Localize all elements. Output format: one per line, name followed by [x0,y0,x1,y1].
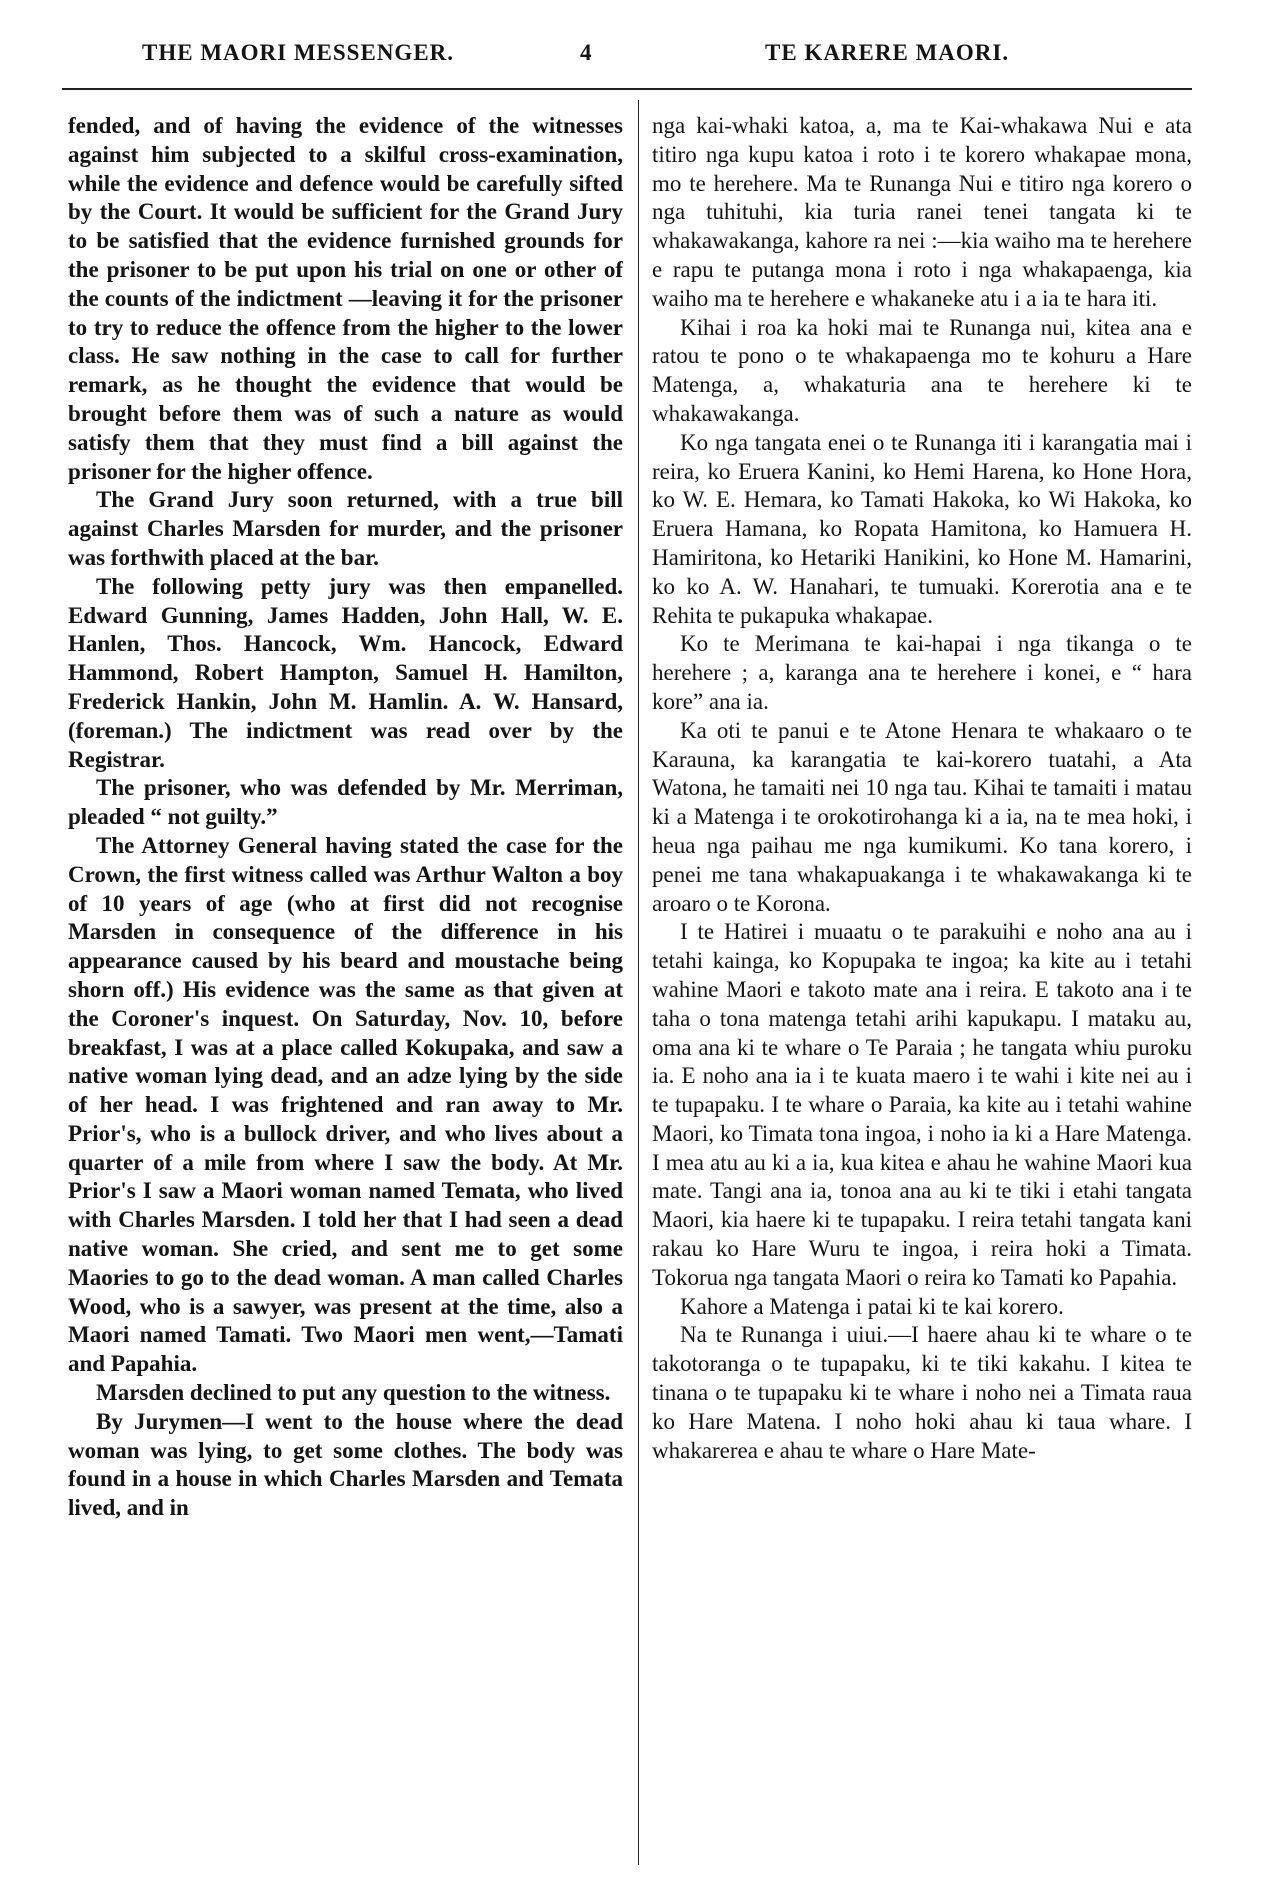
english-paragraph: The Attorney General having stated the case for the Crown, the first witness called was Arthur Walton a boy of 10 years of age (who at first did not recognise Marsden in consequence of the difference in his appearance caused by his beard and moustache being shorn off.) His evidence was the same as that given at the Coroner's inquest. On Saturday, Nov. 10, before breakfast, I was at a place called Kokupaka, and saw a native woman lying dead, and an adze lying by the side of her head. I was frightened and ran away to Mr. Prior's, who is a bullock driver, and who lives about a quarter of a mile from where I saw the body. At Mr. Prior's I saw a Maori woman named Temata, who lived with Charles Marsden. I told her that I had seen a dead native woman. She cried, and sent me to get some Maories to go to the dead woman. A man called Charles Wood, who is a sawyer, was present at the time, also a Maori named Tamati. Two Maori men went,—Tamati and Papahia. [68,832,623,1377]
header-english-title: THE MAORI MESSENGER. [142,40,455,65]
maori-paragraph: Ka oti te panui e te Atone Henara te whakaaro o te Karauna, ka karangatia te kai-korero tuatahi, a Ata Watona, he tamaiti nei 10 nga tau. Kihai te tamaiti i matau ki a Matenga i te orokotirohanga ki a ia, na te mea hoki, i heua nga paihau me nga kumikumi. Ko tana korero, i penei me tana whakapuakanga i te whakawakanga ki te aroaro o te Korona. [652,717,1192,916]
maori-paragraph: Kihai i roa ka hoki mai te Runanga nui, kitea ana e ratou te pono o te whakapaenga mo te kohuru a Hare Matenga, a, whakaturia ana te herehere ki te whakawakanga. [652,314,1192,426]
maori-paragraph: Ko te Merimana te kai-hapai i nga tikanga o te herehere ; a, karanga ana te herehere i konei, e “ hara kore” ana ia. [652,631,1192,714]
page-header [60,40,1190,80]
english-column [68,112,623,1867]
english-paragraph: The prisoner, who was defended by Mr. Merriman, pleaded “ not guilty.” [68,775,623,830]
page-number: 4 [580,40,593,65]
header-rule [62,88,1192,90]
maori-column [652,112,1192,1867]
column-divider [638,100,639,1865]
english-paragraph: The Grand Jury soon returned, with a true bill against Charles Marsden for murder, and the prisoner was forthwith placed at the bar. [68,487,623,570]
maori-paragraph: Kahore a Matenga i patai ki te kai korero. [680,1293,1064,1319]
header-maori-title: TE KARERE MAORI. [765,40,1010,65]
maori-paragraph: Na te Runanga i uiui.—I haere ahau ki te whare o te takotoranga o te tupapaku, ki te tiki kakahu. I kitea te tinana o te tupapaku ki te whare i noho nei a Timata raua ko Hare Matena. I noho hoki ahau ki taua whare. I whakarerea e ahau te whare o Hare Mate- [652,1322,1192,1463]
maori-paragraph: Ko nga tangata enei o te Runanga iti i karangatia mai i reira, ko Eruera Kanini, ko Hemi Harena, ko Hone Hora, ko W. E. Hemara, ko Tamati Hakoka, ko Wi Hakoka, ko Eruera Hamana, ko Ropata Hamitona, ko Hamuera H. Hamiritona, ko Hetariki Hanikini, ko Hone M. Hamarini, ko ko A. W. Hanahari, te tumuaki. Korerotia ana e te Rehita te pukapuka whakapae. [652,429,1192,628]
english-paragraph: fended, and of having the evidence of the witnesses against him subjected to a skilful cross-examination, while the evidence and defence would be carefully sifted by the Court. It would be sufficient for the Grand Jury to be satisfied that the evidence furnished grounds for the prisoner to be put upon his trial on one or other of the counts of the indictment —leaving it for the prisoner to try to reduce the offence from the higher to the lower class. He saw nothing in the case to call for further remark, as he thought the evidence that would be brought before them was of such a nature as would satisfy them that they must find a bill against the prisoner for the higher offence. [68,113,623,484]
maori-paragraph: nga kai-whaki katoa, a, ma te Kai-whakawa Nui e ata titiro nga kupu katoa i roto i te korero whakapae mona, mo te herehere. Ma te Runanga Nui e titiro nga korero o nga tuhituhi, kia turia ranei tenei tangata ki te whakawakanga, kahore ra nei :—kia waiho ma te herehere e rapu te putanga mona i roto i nga whakapaenga, kia waiho ma te herehere e whakaneke atu i a ia te hara iti. [652,113,1192,311]
maori-paragraph: I te Hatirei i muaatu o te parakuihi e noho ana au i tetahi kainga, ko Kopupaka te ingoa; ka kite au i tetahi wahine Maori e takoto mate ana i reira. E takoto ana i te taha o tona matenga tetahi arihi kapukapu. I mataku au, oma ana ki te whare o Te Paraia ; he tangata whiu puroku ia. E noho ana ia i te kuata maero i te wahi i kite nei au i te tupapaku. I te whare o Paraia, ka kite au i tetahi wahine Maori, ko Timata tona ingoa, i noho ia ki a Hare Matenga. I mea atu au ki a ia, kua kitea e ahau he wahine Maori kua mate. Tangi ana ia, tonoa ana au ki te tiki i etahi tangata Maori, kia haere ki te tupapaku. I reira tetahi tangata kani rakau ko Hare Wuru te ingoa, i reira hoki a Timata. Tokorua nga tangata Maori o reira ko Tamati ko Papahia. [652,919,1192,1290]
english-paragraph: The following petty jury was then empanelled. Edward Gunning, James Hadden, John Hall, W. E. Hanlen, Thos. Hancock, Wm. Hancock, Edward Hammond, Robert Hampton, Samuel H. Hamilton, Frederick Hankin, John M. Hamlin. A. W. Hansard, (foreman.) The indictment was read over by the Registrar. [68,573,623,772]
english-paragraph: By Jurymen—I went to the house where the dead woman was lying, to get some clothes. The body was found in a house in which Charles Marsden and Temata lived, and in [68,1408,623,1521]
english-paragraph: Marsden declined to put any question to the witness. [96,1380,611,1406]
